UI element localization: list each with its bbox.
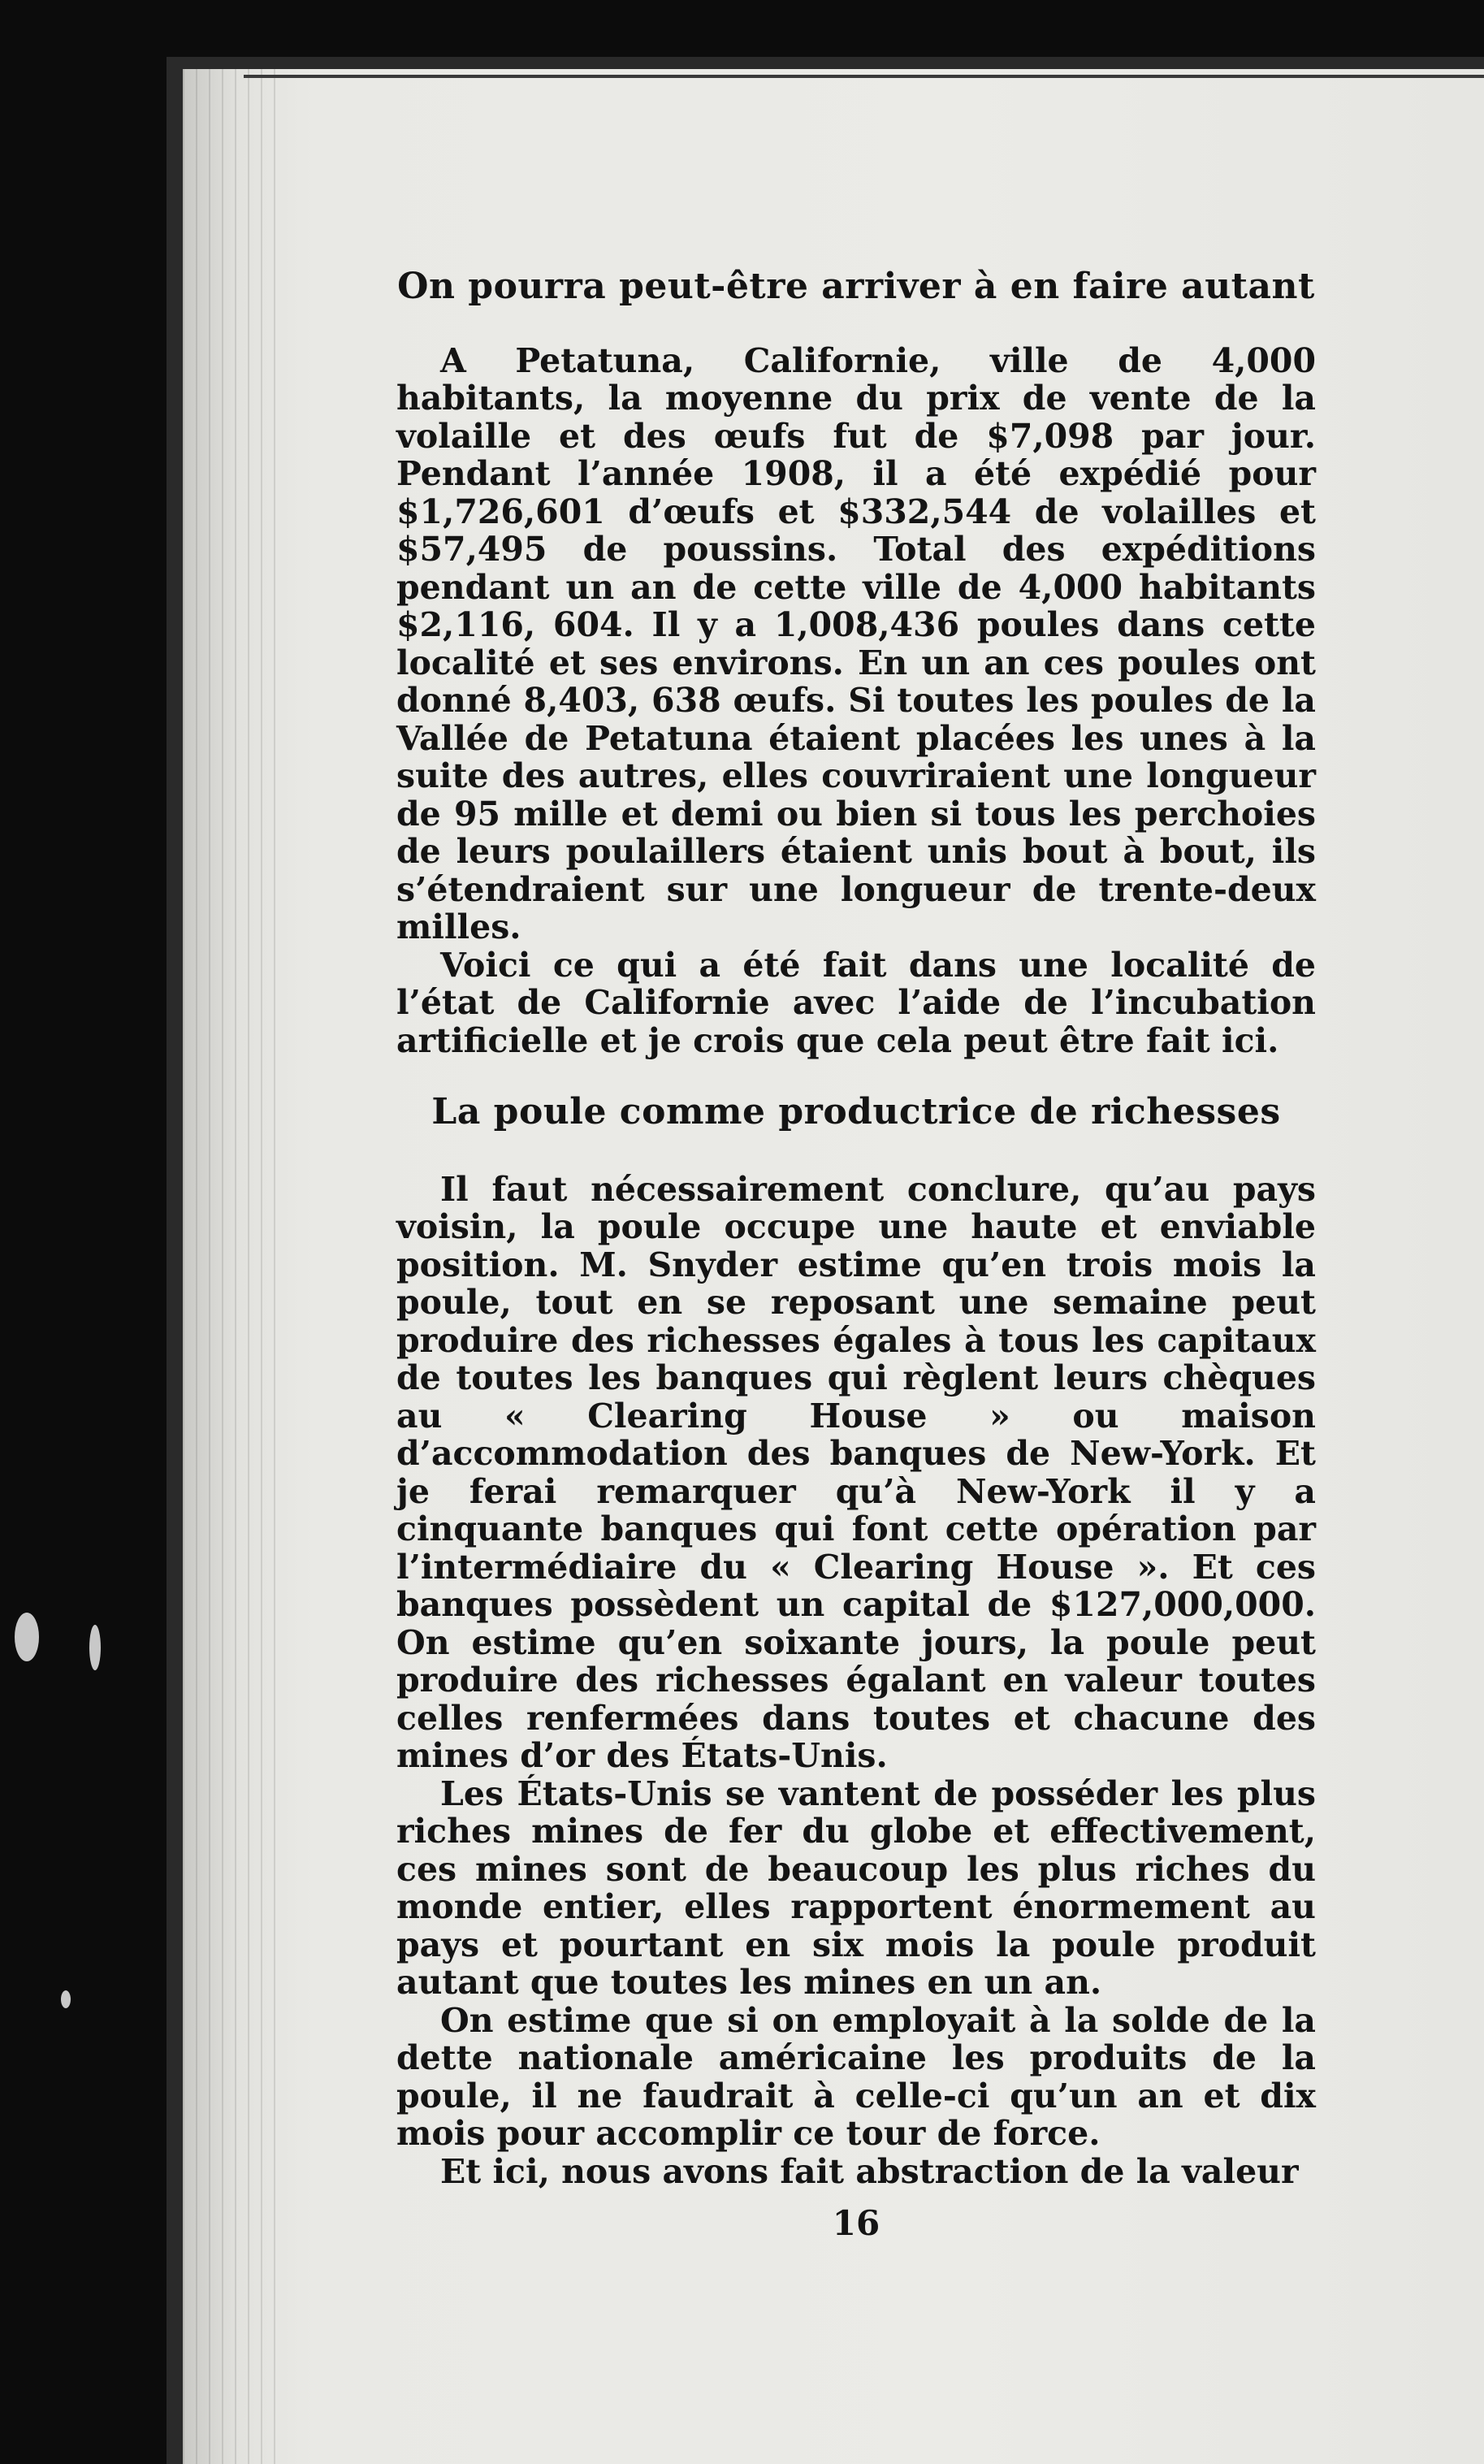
document-text	[396, 268, 1316, 2243]
scan-speck	[15, 1613, 39, 1661]
scan-speck	[61, 1990, 71, 2008]
page-stack-edges	[183, 69, 280, 2464]
paragraph: A Petatuna, Californie, ville de 4,000 habitants, la moyenne du prix de vente de la volaille et des œufs fut de $7,098 par jour. Pendant l’année 1908, il a été expédié pour $1,726,601 d’œufs et $332,544 de volailles et $57,495 de poussins. Total des expéditions pendant un an de cette ville de 4,000 habitants $2,116, 604. Il y a 1,008,436 poules dans cette localité et ses environs. En un an ces poules ont donné 8,403, 638 œufs. Si toutes les poules de la Vallée de Petatuna étaient placées les unes à la suite des autres, elles couvriraient une longueur de 95 mille et demi ou bien si tous les perchoies de leurs poulaillers étaient unis bout à bout, ils s’étendraient sur une longueur de trente-deux milles.	[396, 340, 1316, 946]
paragraph: On estime que si on employait à la solde de la dette nationale américaine les produits de la poule, il ne faudrait à celle-ci qu’un an et dix mois pour accomplir ce tour de force.	[396, 2000, 1316, 2153]
paragraph: Voici ce qui a été fait dans une localité de l’état de Californie avec l’aide de l’incubation artificielle et je crois que cela peut être fait ici.	[396, 945, 1316, 1060]
paragraph: Les États-Unis se vantent de posséder les plus riches mines de fer du globe et effectivement, ces mines sont de beaucoup les plus riches du monde entier, elles rapportent énormement au pays et pourtant en six mois la poule produit autant que toutes les mines en un an.	[396, 1773, 1316, 2002]
page-top-border	[244, 75, 1484, 78]
page-number: 16	[832, 2203, 880, 2243]
heading-section-1: On pourra peut-être arriver à en faire autant	[397, 266, 1315, 307]
scan-speck	[89, 1625, 101, 1670]
heading-section-2: La poule comme productrice de richesses	[431, 1091, 1281, 1132]
paragraph-continues: Et ici, nous avons fait abstraction de la valeur	[440, 2151, 1299, 2191]
paragraph: Il faut nécessairement conclure, qu’au pays voisin, la poule occupe une haute et enviable position. M. Snyder estime qu’en trois mois la poule, tout en se reposant une semaine peut produire des richesses égales à tous les capitaux de toutes les banques qui règlent leurs chèques au « Clearing House » ou maison d’accommodation des banques de New-York. Et je ferai remarquer qu’à New-York il y a cinquante banques qui font cette opération par l’intermédiaire du « Clearing House ». Et ces banques possèdent un capital de $127,000,000. On estime qu’en soixante jours, la poule peut produire des richesses égalant en valeur toutes celles renfermées dans toutes et chacune des mines d’or des États-Unis.	[396, 1169, 1316, 1775]
